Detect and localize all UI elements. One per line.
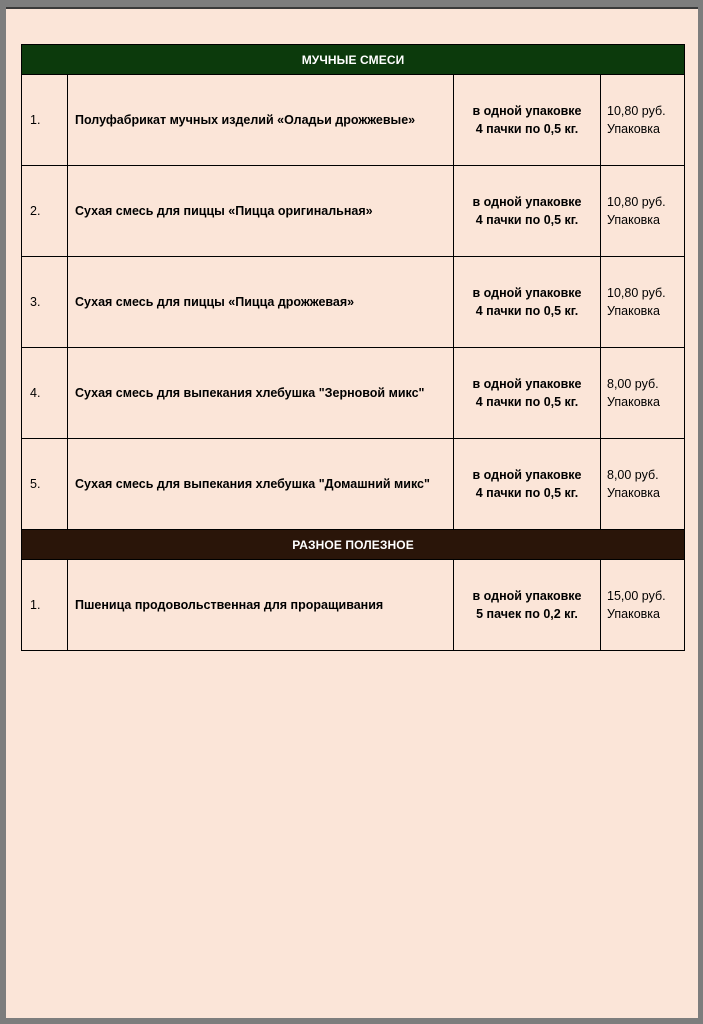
- category-header: [22, 45, 685, 75]
- price-unit: Упаковка: [607, 304, 660, 318]
- price-cell: [601, 348, 685, 439]
- item-number: 1.: [22, 75, 68, 166]
- product-name: Сухая смесь для пиццы «Пицца дрожжевая»: [68, 257, 454, 348]
- package-line-2: 4 пачки по 0,5 кг.: [475, 213, 579, 227]
- package-line-1: в одной упаковке: [472, 377, 582, 391]
- price-value: 15,00 руб.: [607, 589, 666, 603]
- category-header: [22, 530, 685, 560]
- package-info: [454, 166, 601, 257]
- table-row: [22, 439, 685, 530]
- package-line-2: 4 пачки по 0,5 кг.: [475, 304, 579, 318]
- item-number: 4.: [22, 348, 68, 439]
- package-line-1: в одной упаковке: [472, 195, 582, 209]
- package-line-2: 4 пачки по 0,5 кг.: [475, 486, 579, 500]
- package-line-1: в одной упаковке: [472, 589, 582, 603]
- category-title: РАЗНОЕ ПОЛЕЗНОЕ: [22, 530, 685, 560]
- price-unit: Упаковка: [607, 486, 660, 500]
- package-info: [454, 439, 601, 530]
- price-unit: Упаковка: [607, 213, 660, 227]
- table-row: [22, 348, 685, 439]
- item-number: 3.: [22, 257, 68, 348]
- price-cell: [601, 439, 685, 530]
- table-row: [22, 166, 685, 257]
- package-line-1: в одной упаковке: [472, 286, 582, 300]
- price-value: 10,80 руб.: [607, 286, 666, 300]
- price-value: 8,00 руб.: [607, 377, 659, 391]
- item-number: 5.: [22, 439, 68, 530]
- table-row: [22, 75, 685, 166]
- product-name: Полуфабрикат мучных изделий «Оладьи дрожжевые»: [68, 75, 454, 166]
- price-value: 10,80 руб.: [607, 104, 666, 118]
- product-name: Сухая смесь для выпекания хлебушка "Зерновой микс": [68, 348, 454, 439]
- package-info: [454, 560, 601, 651]
- price-value: 8,00 руб.: [607, 468, 659, 482]
- price-cell: [601, 75, 685, 166]
- item-number: 1.: [22, 560, 68, 651]
- package-line-1: в одной упаковке: [472, 104, 582, 118]
- product-name: Сухая смесь для выпекания хлебушка "Домашний микс": [68, 439, 454, 530]
- table-row: [22, 560, 685, 651]
- package-info: [454, 348, 601, 439]
- package-line-2: 5 пачек по 0,2 кг.: [476, 607, 578, 621]
- price-unit: Упаковка: [607, 122, 660, 136]
- price-table: [21, 44, 685, 651]
- package-info: [454, 257, 601, 348]
- price-cell: [601, 166, 685, 257]
- category-title: МУЧНЫЕ СМЕСИ: [22, 45, 685, 75]
- price-cell: [601, 257, 685, 348]
- document-page: [6, 7, 698, 1018]
- table-row: [22, 257, 685, 348]
- package-info: [454, 75, 601, 166]
- package-line-2: 4 пачки по 0,5 кг.: [475, 122, 579, 136]
- price-value: 10,80 руб.: [607, 195, 666, 209]
- item-number: 2.: [22, 166, 68, 257]
- price-cell: [601, 560, 685, 651]
- price-unit: Упаковка: [607, 395, 660, 409]
- package-line-1: в одной упаковке: [472, 468, 582, 482]
- product-name: Пшеница продовольственная для проращивания: [68, 560, 454, 651]
- price-unit: Упаковка: [607, 607, 660, 621]
- package-line-2: 4 пачки по 0,5 кг.: [475, 395, 579, 409]
- product-name: Сухая смесь для пиццы «Пицца оригинальная»: [68, 166, 454, 257]
